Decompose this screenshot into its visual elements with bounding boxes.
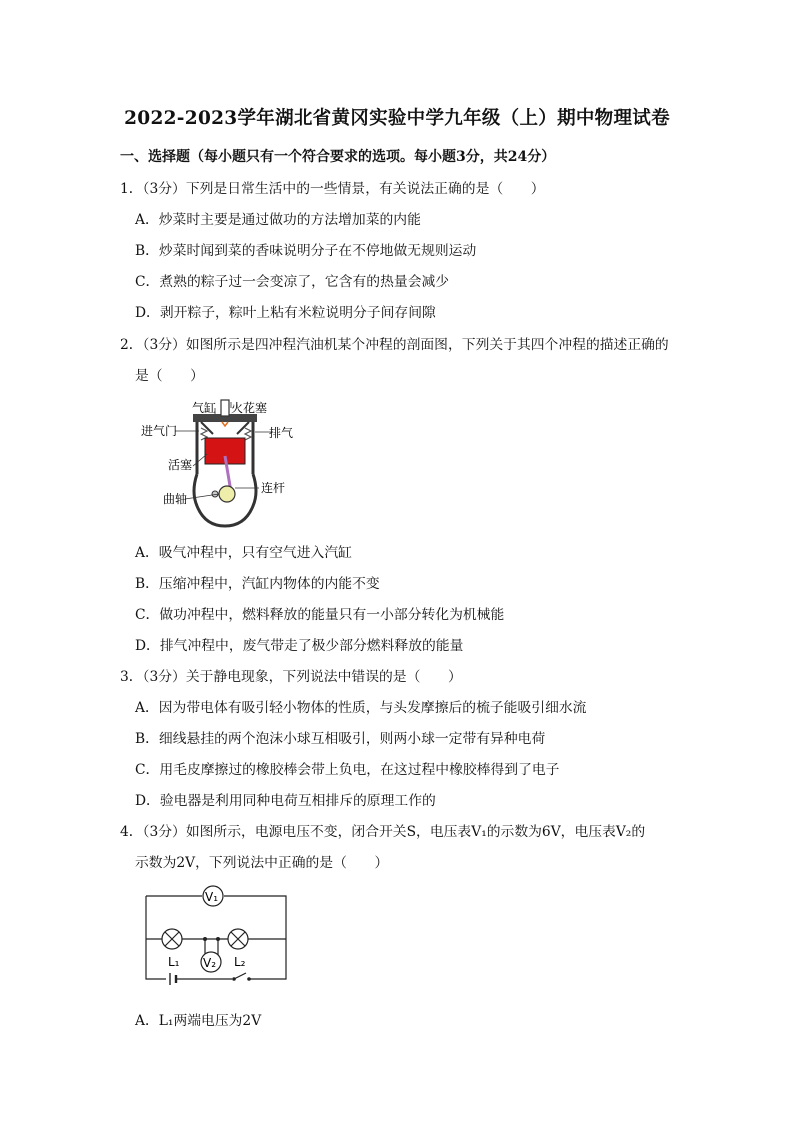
question-1-option-a: A．炒菜时主要是通过做功的方法增加菜的内能 [135,212,421,228]
question-2-stem: 2．（3分）如图所示是四冲程汽油机某个冲程的剖面图，下列关于其四个冲程的描述正确的 [120,337,669,353]
label-cylinder: 气缸 [192,401,217,415]
question-4-option-a: A．L₁两端电压为2V [135,1013,262,1029]
label-l1: L₁ [168,955,180,969]
section-heading: 一、选择题（每小题只有一个符合要求的选项。每小题3分，共24分） [120,149,556,165]
label-piston: 活塞 [168,458,193,472]
question-2-option-a: A．吸气冲程中，只有空气进入汽缸 [135,545,352,561]
question-2-option-b: B．压缩冲程中，汽缸内物体的内能不变 [135,576,380,592]
label-crank: 曲轴 [163,492,188,506]
question-3-stem: 3．（3分）关于静电现象，下列说法中错误的是（ ） [120,669,462,685]
question-3-option-b: B．细线悬挂的两个泡沫小球互相吸引，则两小球一定带有异种电荷 [135,731,546,747]
question-2-stem-cont: 是（ ） [135,368,204,384]
label-v1: V₁ [205,890,219,904]
question-1-option-c: C．煮熟的粽子过一会变凉了，它含有的热量会减少 [135,274,450,290]
question-2-option-d: D．排气冲程中，废气带走了极少部分燃料释放的能量 [135,638,464,654]
label-l2: L₂ [234,955,246,969]
question-3-option-a: A．因为带电体有吸引轻小物体的性质，与头发摩擦后的梳子能吸引细水流 [135,700,587,716]
label-rod: 连杆 [261,481,286,495]
question-1-stem: 1．（3分）下列是日常生活中的一些情景，有关说法正确的是（ ） [120,181,545,197]
question-3-option-d: D．验电器是利用同种电荷互相排斥的原理工作的 [135,793,436,809]
label-intake: 进气门 [141,424,178,438]
label-v2: V₂ [203,956,217,970]
question-4-stem: 4．（3分）如图所示，电源电压不变，闭合开关S，电压表V₁的示数为6V，电压表V₂的 [120,824,646,840]
engine-diagram [135,396,305,531]
question-1-option-d: D．剥开粽子，粽叶上粘有米粒说明分子间存间隙 [135,305,436,321]
label-exhaust: 排气 [269,426,294,440]
label-spark-plug: 火花塞 [231,401,268,415]
page-title: 2022-2023学年湖北省黄冈实验中学九年级（上）期中物理试卷 [124,108,670,129]
circuit-diagram [136,884,296,996]
question-1-option-b: B．炒菜时闻到菜的香味说明分子在不停地做无规则运动 [135,243,477,259]
question-4-stem-cont: 示数为2V，下列说法中正确的是（ ） [135,855,389,871]
question-3-option-c: C．用毛皮摩擦过的橡胶棒会带上负电，在这过程中橡胶棒得到了电子 [135,762,560,778]
question-2-option-c: C．做功冲程中，燃料释放的能量只有一小部分转化为机械能 [135,607,505,623]
